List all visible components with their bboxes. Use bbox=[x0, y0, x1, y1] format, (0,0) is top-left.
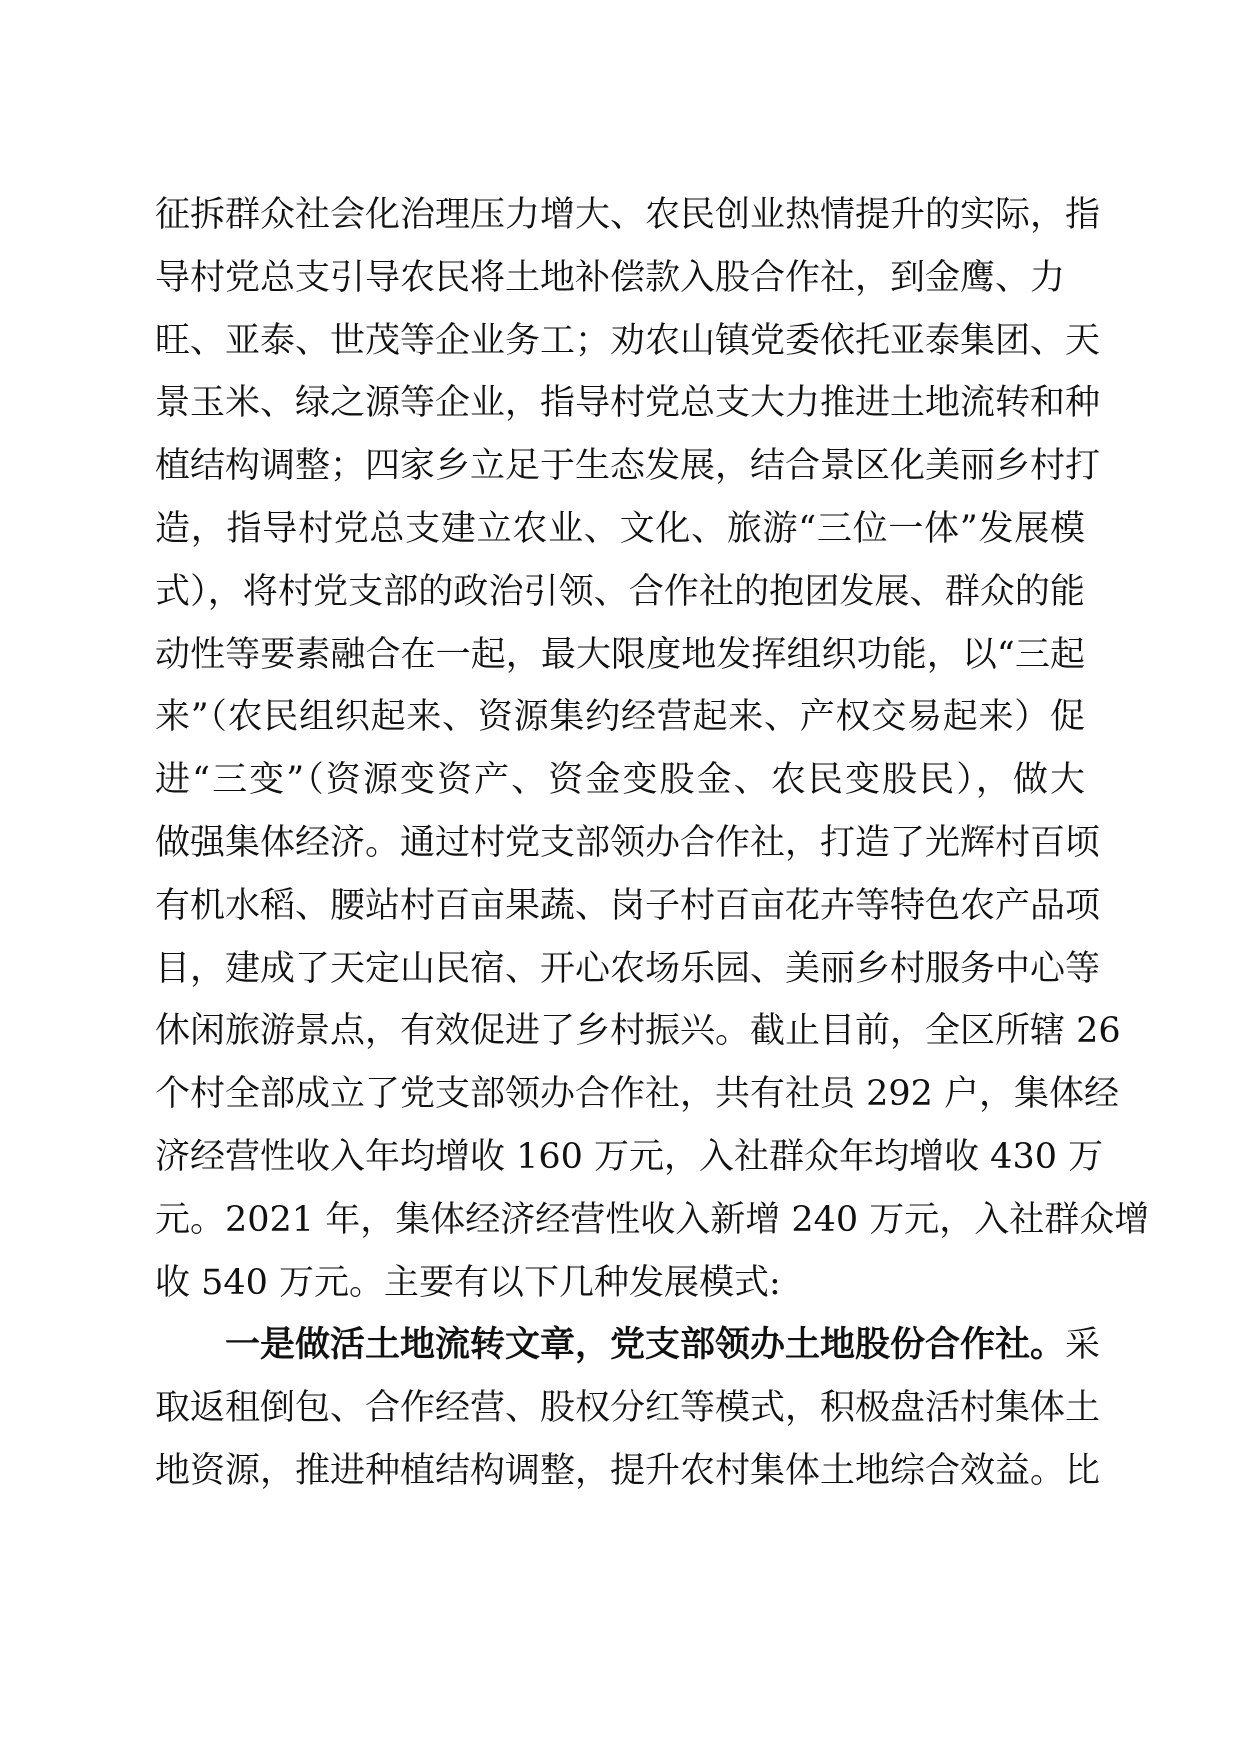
text-line: 旺、亚泰、世茂等企业务工；劝农山镇党委依托亚泰集团、天 bbox=[155, 320, 1101, 361]
body-text bbox=[155, 184, 1150, 1503]
text-line: 景玉米、绿之源等企业，指导村党总支大力推进土地流转和种 bbox=[155, 383, 1101, 424]
lead-tail: 采 bbox=[1065, 1325, 1101, 1366]
bold-heading: 一是做活土地流转文章，党支部领办土地股份合作社。 bbox=[225, 1324, 1066, 1366]
text-line: 动性等要素融合在一起，最大限度地发挥组织功能，以“三起 bbox=[155, 634, 1085, 675]
text-line: 导村党总支引导农民将土地补偿款入股合作社，到金鹰、力 bbox=[155, 257, 1066, 298]
text-line: 做强集体经济。通过村党支部领办合作社，打造了光辉村百顷 bbox=[155, 822, 1101, 863]
text-line: 收 540 万元。主要有以下几种发展模式: bbox=[155, 1262, 781, 1303]
text-line: 式），将村党支部的政治引领、合作社的抱团发展、群众的能 bbox=[155, 571, 1085, 612]
text-line: 造，指导村党总支建立农业、文化、旅游“三位一体”发展模 bbox=[155, 508, 1085, 549]
text-line: 进“三变”（资源变资产、资金变股金、农民变股民），做大 bbox=[155, 760, 1085, 801]
paragraph-lead-line bbox=[155, 1314, 1101, 1377]
text-line: 目，建成了天定山民宿、开心农场乐园、美丽乡村服务中心等 bbox=[155, 948, 1101, 989]
text-line: 征拆群众社会化治理压力增大、农民创业热情提升的实际，指 bbox=[155, 195, 1101, 235]
text-line: 济经营性收入年均增收 160 万元，入社群众年均增收 430 万 bbox=[155, 1136, 1104, 1177]
text-line: 来”（农民组织起来、资源集约经营起来、产权交易起来）促 bbox=[155, 697, 1085, 738]
text-line: 取返租倒包、合作经营、股权分红等模式，积极盘活村集体土 bbox=[155, 1388, 1101, 1429]
text-line: 植结构调整；四家乡立足于生态发展，结合景区化美丽乡村打 bbox=[155, 446, 1101, 487]
text-line: 个村全部成立了党支部领办合作社，共有社员 292 户，集体经 bbox=[155, 1074, 1120, 1115]
text-line: 元。2021 年，集体经济经营性收入新增 240 万元，入社群众增 bbox=[155, 1199, 1150, 1240]
text-line: 有机水稻、腰站村百亩果蔬、岗子村百亩花卉等特色农产品项 bbox=[155, 885, 1101, 926]
text-line: 休闲旅游景点，有效促进了乡村振兴。截止目前，全区所辖 26 bbox=[155, 1011, 1121, 1052]
text-line: 地资源，推进种植结构调整，提升农村集体土地综合效益。比 bbox=[155, 1450, 1101, 1491]
